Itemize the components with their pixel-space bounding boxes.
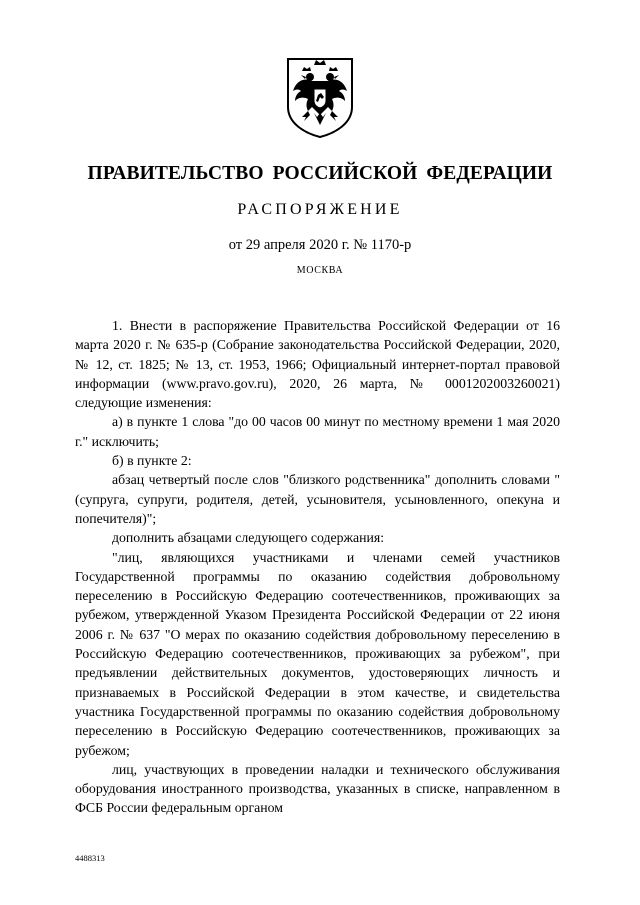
paragraph-quoted-technicians: лиц, участвующих в проведении наладки и технического обслуживания оборудования иностранного производства, указанных в списке, направленном в ФСБ России федеральным органом bbox=[75, 761, 560, 816]
document-type: РАСПОРЯЖЕНИЕ bbox=[237, 201, 403, 218]
russian-coat-of-arms-icon bbox=[284, 55, 356, 139]
document-date-number: от 29 апреля 2020 г. № 1170-р bbox=[228, 237, 412, 253]
government-title: ПРАВИТЕЛЬСТВО РОССИЙСКОЙ ФЕДЕРАЦИИ bbox=[87, 163, 553, 184]
document-body bbox=[75, 316, 560, 818]
paragraph-quoted-participants: "лиц, являющихся участниками и членами семей участников Государственной программы по оказанию содействия добровольному переселению в Российскую Федерацию соотечественников, проживающих за рубежом, утвержденной Указом Президента Российской Федерации от 22 июня 2006 г. № 637 "О мерах по оказанию содействия добровольному переселению в Российскую Федерацию соотечественников, проживающих за рубежом", при предъявлении действительных документов, удостоверяющих личность и признаваемых в Российской Федерации в этом качестве, и свидетельства участника Государственной программы по оказанию содействия добровольному переселению в Российскую Федерацию соотечественников, проживающих за рубежом; bbox=[75, 549, 560, 758]
paragraph-item-1a: а) в пункте 1 слова "до 00 часов 00 минут по местному времени 1 мая 2020 г." исключить; bbox=[75, 414, 560, 449]
paragraph-item-1: 1. Внести в распоряжение Правительства Российской Федерации от 16 марта 2020 г. № 635-р (Собрание законодательства Российской Федерации, 2020, № 12, ст. 1825; № 13, ст. 1953, 1966; Официальный интернет-портал правовой информации (www.pravo.gov.ru), 2020, 26 марта, № 0001202003260021) следующие изменения: bbox=[75, 318, 560, 411]
document-registry-number: 4488313 bbox=[75, 853, 105, 863]
document-city: МОСКВА bbox=[296, 265, 344, 276]
paragraph-item-1b: б) в пункте 2: bbox=[112, 453, 192, 469]
paragraph-abzac-4: абзац четвертый после слов "близкого родственника" дополнить словами "(супруга, супруги, родителя, детей, усыновителя, усыновленного, опекуна и попечителя)"; bbox=[75, 472, 560, 526]
paragraph-add-abzacy: дополнить абзацами следующего содержания: bbox=[112, 530, 385, 546]
